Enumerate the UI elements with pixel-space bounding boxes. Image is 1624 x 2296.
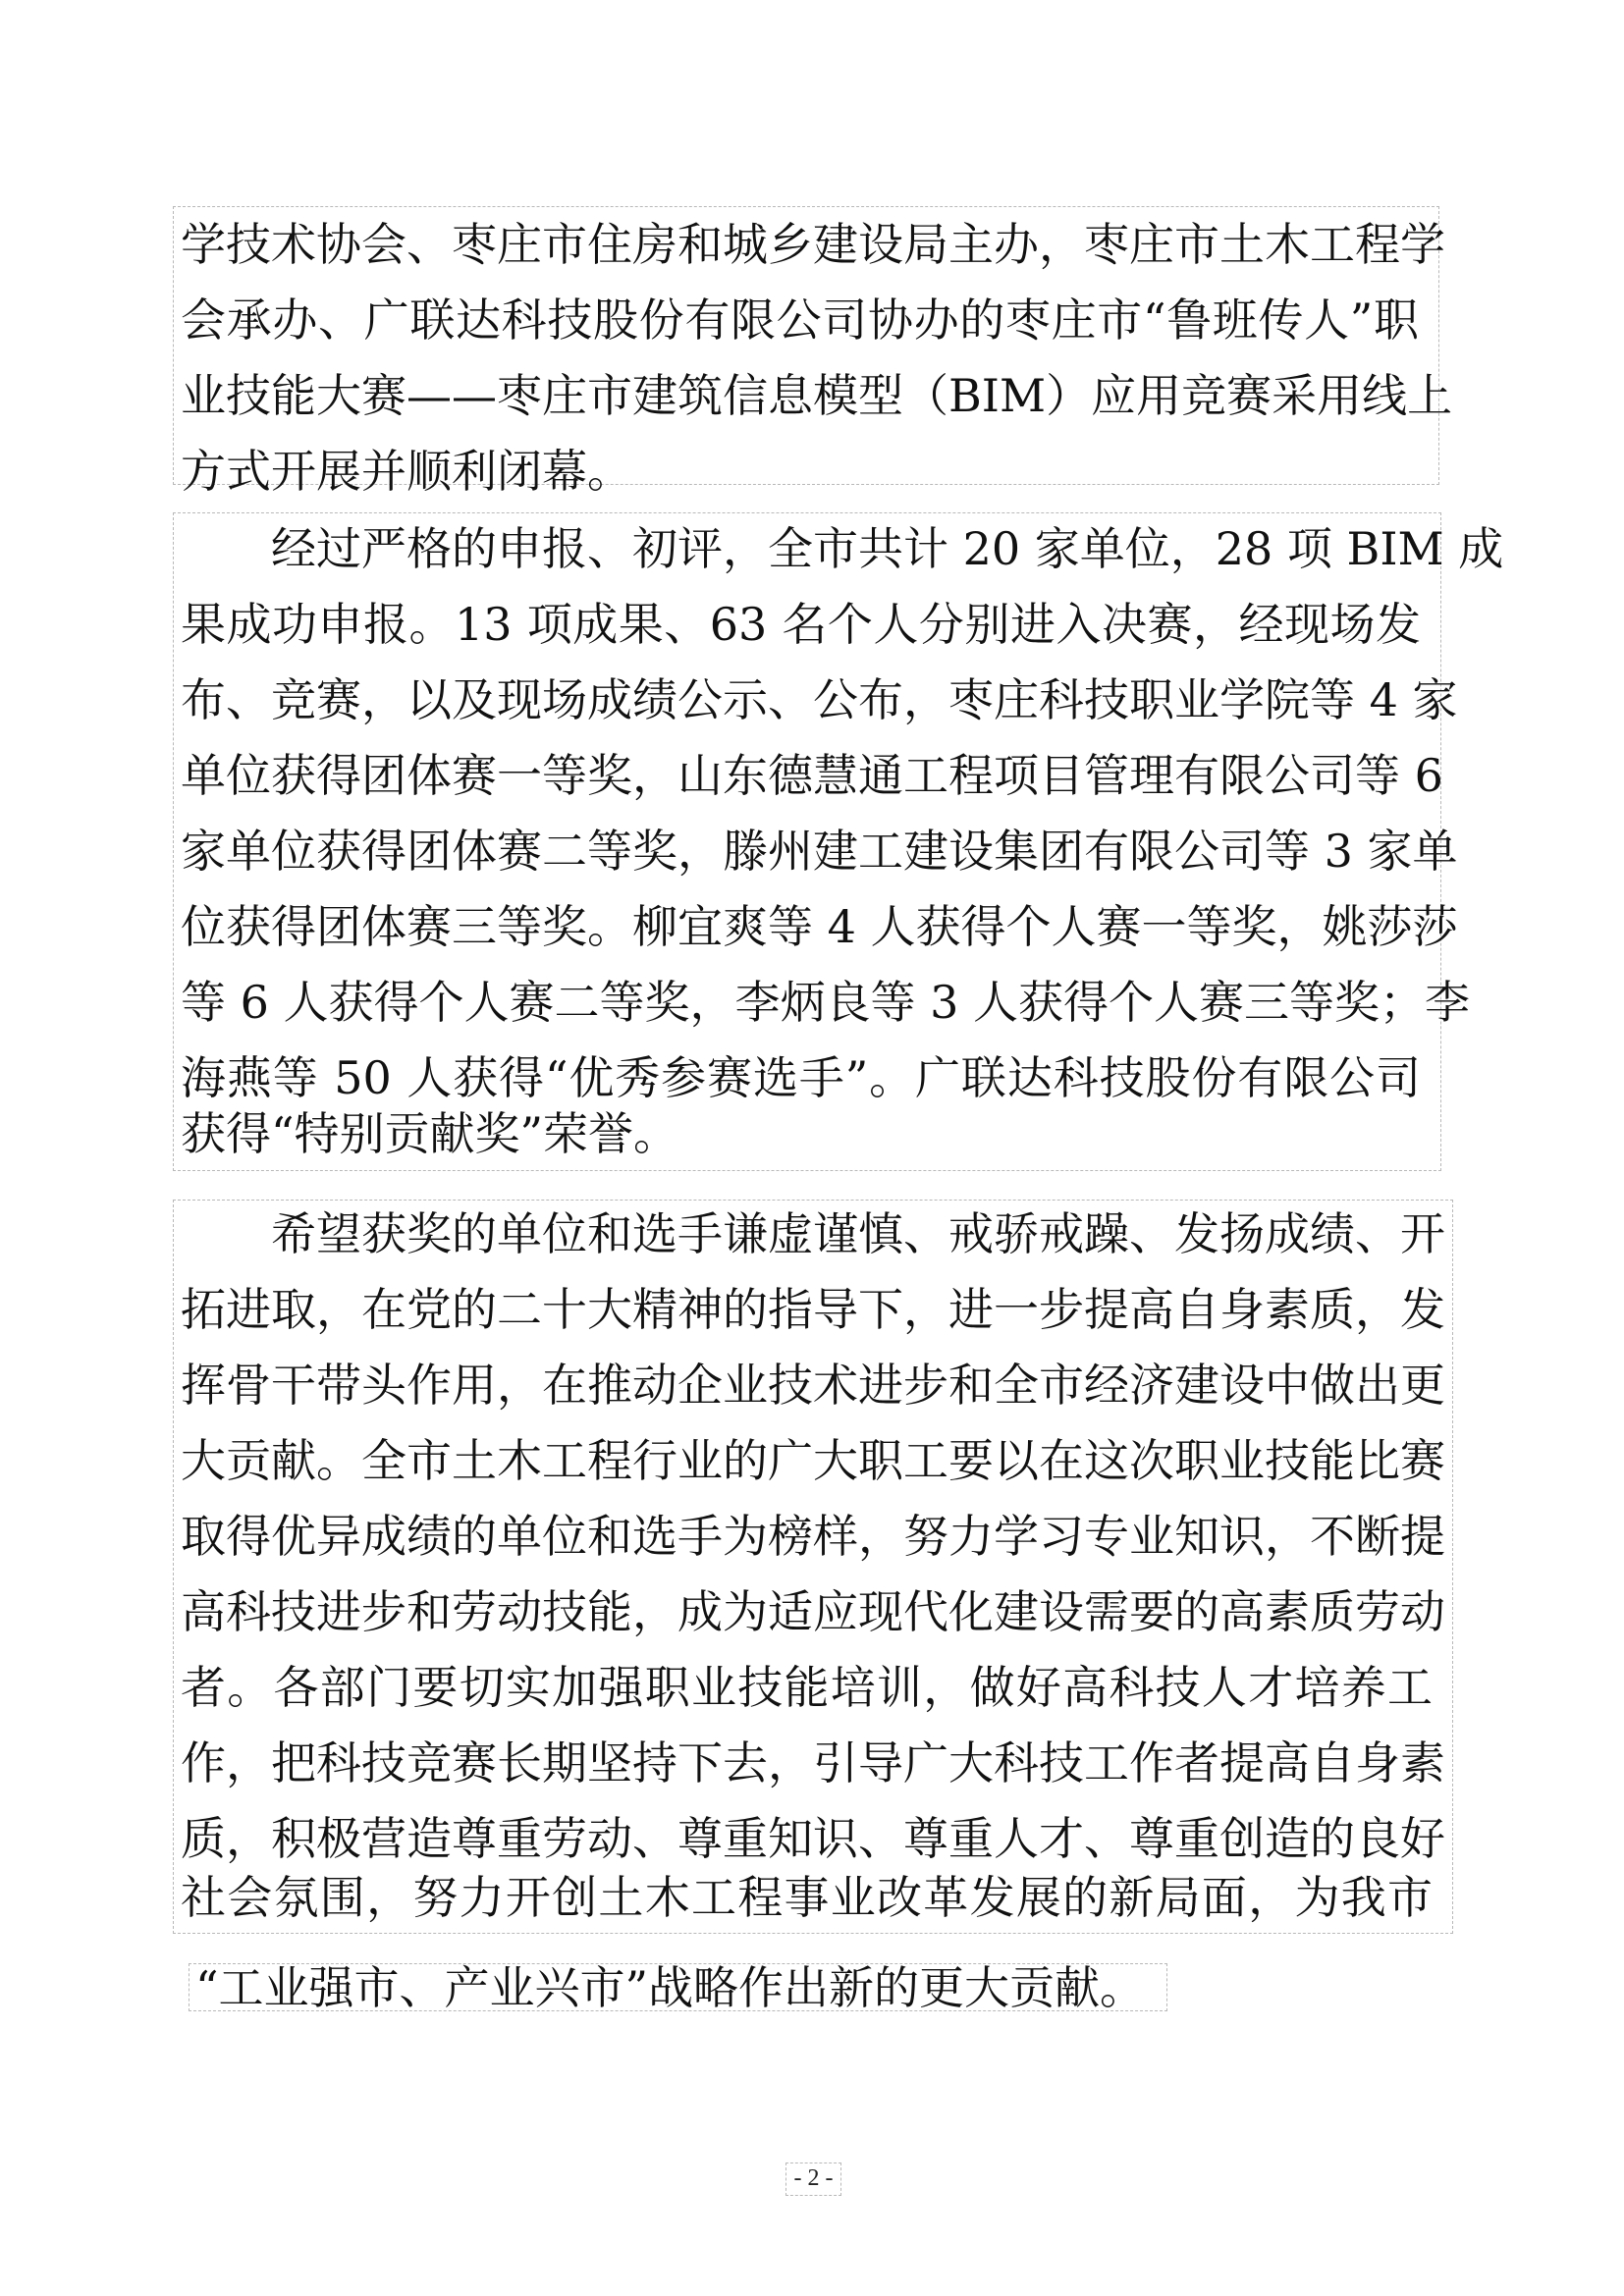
text-line: 挥骨干带头作用，在推动企业技术进步和全市经济建设中做出更 xyxy=(181,1359,1445,1412)
text-line: 经过严格的申报、初评，全市共计 20 家单位，28 项 BIM 成 xyxy=(271,522,1504,575)
text-line: 学技术协会、枣庄市住房和城乡建设局主办，枣庄市土木工程学 xyxy=(181,218,1445,271)
text-line: 获得“特别贡献奖”荣誉。 xyxy=(181,1107,679,1160)
paragraph-closing-line xyxy=(189,1961,1167,2014)
text-line: 单位获得团体赛一等奖，山东德慧通工程项目管理有限公司等 6 xyxy=(181,749,1443,802)
text-line: 作，把科技竞赛长期坚持下去，引导广大科技工作者提高自身素 xyxy=(181,1736,1445,1789)
text-line: 社会氛围，努力开创土木工程事业改革发展的新局面，为我市 xyxy=(181,1871,1433,1924)
text-line: 等 6 人获得个人赛二等奖，李炳良等 3 人获得个人赛三等奖；李 xyxy=(181,976,1471,1029)
text-line: 者。各部门要切实加强职业技能培训，做好高科技人才培养工 xyxy=(181,1661,1433,1714)
text-line: 方式开展并顺利闭幕。 xyxy=(181,445,632,498)
text-line: 高科技进步和劳动技能，成为适应现代化建设需要的高素质劳动 xyxy=(181,1585,1445,1638)
text-line: 海燕等 50 人获得“优秀参赛选手”。广联达科技股份有限公司 xyxy=(181,1051,1421,1104)
text-line: 会承办、广联达科技股份有限公司协办的枣庄市“鲁班传人”职 xyxy=(181,294,1419,347)
page-number: - 2 - xyxy=(785,2163,841,2196)
text-line: 家单位获得团体赛二等奖，滕州建工建设集团有限公司等 3 家单 xyxy=(181,825,1458,878)
text-line: 大贡献。全市土木工程行业的广大职工要以在这次职业技能比赛 xyxy=(181,1434,1445,1487)
paragraph-results xyxy=(173,512,1504,1171)
text-line: 拓进取，在党的二十大精神的指导下，进一步提高自身素质，发 xyxy=(181,1283,1445,1336)
paragraph-organizers xyxy=(173,206,1453,498)
text-line: 布、竞赛，以及现场成绩公示、公布，枣庄科技职业学院等 4 家 xyxy=(181,673,1458,726)
text-line: 业技能大赛——枣庄市建筑信息模型（BIM）应用竞赛采用线上 xyxy=(181,369,1453,422)
paragraph-expectations xyxy=(173,1200,1453,1934)
text-line: 质，积极营造尊重劳动、尊重知识、尊重人才、尊重创造的良好 xyxy=(181,1812,1445,1865)
text-line: 位获得团体赛三等奖。柳宜爽等 4 人获得个人赛一等奖，姚莎莎 xyxy=(181,900,1458,953)
text-line: 希望获奖的单位和选手谦虚谨慎、戒骄戒躁、发扬成绩、开 xyxy=(271,1207,1445,1260)
text-line: 取得优异成绩的单位和选手为榜样，努力学习专业知识，不断提 xyxy=(181,1510,1445,1563)
text-line: “工业强市、产业兴市”战略作出新的更大贡献。 xyxy=(195,1961,1146,2014)
text-line: 果成功申报。13 项成果、63 名个人分别进入决赛，经现场发 xyxy=(181,598,1421,651)
